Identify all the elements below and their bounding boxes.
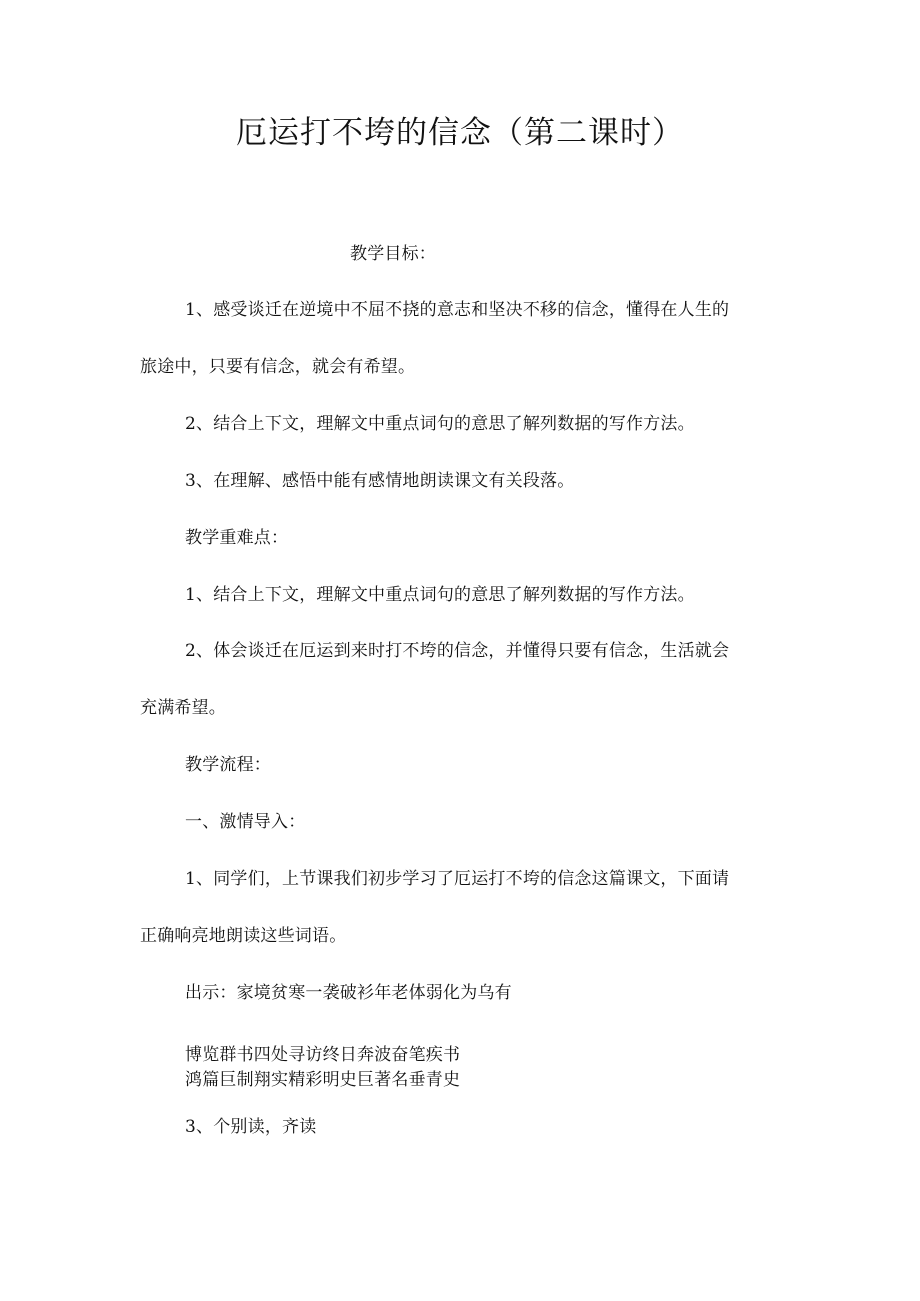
key-point-line-3: 充满希望。: [140, 698, 226, 718]
key-point-line-2: 2、体会谈迁在厄运到来时打不垮的信念，并懂得只要有信念，生活就会: [185, 641, 730, 661]
final-line: 3、个别读，齐读: [185, 1117, 317, 1137]
objectives-heading: 教学目标：: [350, 244, 436, 264]
key-points-heading: 教学重难点：: [185, 528, 289, 548]
vocab-line-1: 博览群书四处寻访终日奔波奋笔疾书: [185, 1045, 461, 1065]
key-point-line-1: 1、结合上下文，理解文中重点词句的意思了解列数据的写作方法。: [185, 585, 695, 605]
section-1-heading: 一、激情导入：: [185, 812, 306, 832]
objective-line-2: 旅途中，只要有信念，就会有希望。: [140, 357, 416, 377]
objective-line-4: 3、在理解、感悟中能有感情地朗读课文有关段落。: [185, 471, 575, 491]
show-line: 出示：家境贫寒一袭破衫年老体弱化为乌有: [185, 983, 512, 1003]
document-title: 厄运打不垮的信念（第二课时）: [236, 115, 684, 151]
vocab-line-2: 鸿篇巨制翔实精彩明史巨著名垂青史: [185, 1070, 461, 1090]
section-1-line-1: 1、同学们，上节课我们初步学习了厄运打不垮的信念这篇课文，下面请: [185, 869, 730, 889]
objective-line-3: 2、结合上下文，理解文中重点词句的意思了解列数据的写作方法。: [185, 414, 695, 434]
process-heading: 教学流程：: [185, 755, 271, 775]
objective-line-1: 1、感受谈迁在逆境中不屈不挠的意志和坚决不移的信念，懂得在人生的: [185, 300, 730, 320]
section-1-line-2: 正确响亮地朗读这些词语。: [140, 926, 347, 946]
